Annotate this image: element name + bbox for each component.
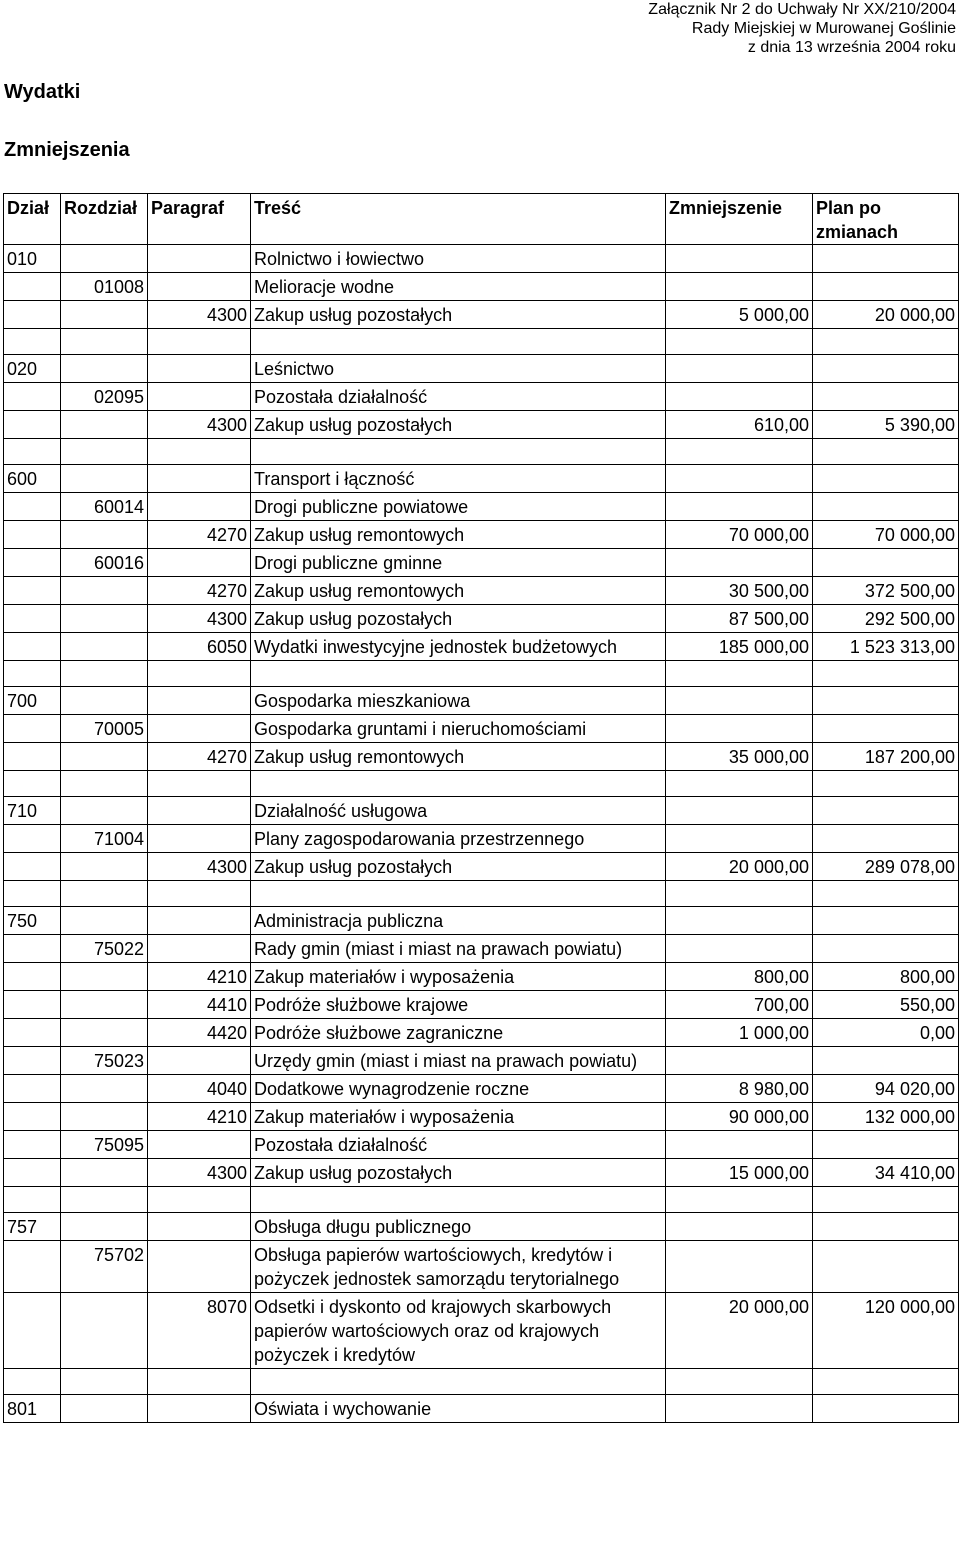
cell-zmniejszenie: 8 980,00 [666, 1075, 813, 1103]
cell-rozdzial [61, 577, 148, 605]
cell-dzial [4, 771, 61, 797]
cell-plan [813, 383, 959, 411]
cell-dzial [4, 1047, 61, 1075]
cell-zmniejszenie [666, 383, 813, 411]
cell-plan [813, 715, 959, 743]
table-row [4, 1241, 959, 1293]
cell-dzial [4, 935, 61, 963]
cell-dzial [4, 1293, 61, 1369]
section-subtitle: Zmniejszenia [4, 139, 130, 161]
cell-dzial [4, 1131, 61, 1159]
cell-zmniejszenie: 800,00 [666, 963, 813, 991]
cell-paragraf [148, 1395, 251, 1423]
cell-zmniejszenie: 20 000,00 [666, 853, 813, 881]
cell-rozdzial: 02095 [61, 383, 148, 411]
table-row [4, 549, 959, 577]
cell-dzial [4, 715, 61, 743]
cell-paragraf [148, 1369, 251, 1395]
expenditure-table [3, 193, 959, 1423]
cell-tresc: Podróże służbowe krajowe [251, 991, 666, 1019]
cell-zmniejszenie [666, 1213, 813, 1241]
cell-zmniejszenie [666, 1395, 813, 1423]
cell-dzial [4, 1241, 61, 1293]
column-header-paragraf: Paragraf [148, 194, 251, 245]
cell-tresc: Drogi publiczne powiatowe [251, 493, 666, 521]
attachment-note-line: z dnia 13 września 2004 roku [747, 39, 956, 56]
cell-zmniejszenie [666, 1241, 813, 1293]
cell-paragraf [148, 1241, 251, 1293]
cell-zmniejszenie: 700,00 [666, 991, 813, 1019]
cell-zmniejszenie [666, 771, 813, 797]
cell-rozdzial [61, 1187, 148, 1213]
cell-paragraf [148, 771, 251, 797]
table-row [4, 963, 959, 991]
column-header-plan: Plan po zmianach [813, 194, 959, 245]
cell-tresc: Zakup usług remontowych [251, 577, 666, 605]
cell-plan [813, 493, 959, 521]
cell-dzial [4, 1019, 61, 1047]
table-row [4, 633, 959, 661]
cell-zmniejszenie [666, 715, 813, 743]
column-header-tresc: Treść [251, 194, 666, 245]
cell-tresc: Leśnictwo [251, 355, 666, 383]
cell-rozdzial [61, 881, 148, 907]
cell-dzial [4, 853, 61, 881]
cell-zmniejszenie [666, 1187, 813, 1213]
cell-dzial: 600 [4, 465, 61, 493]
table-row [4, 1103, 959, 1131]
table-row [4, 1159, 959, 1187]
cell-dzial [4, 577, 61, 605]
cell-dzial [4, 1159, 61, 1187]
cell-plan [813, 245, 959, 273]
table-spacer-row [4, 329, 959, 355]
cell-paragraf [148, 493, 251, 521]
cell-paragraf: 4300 [148, 301, 251, 329]
table-row [4, 991, 959, 1019]
cell-zmniejszenie [666, 1131, 813, 1159]
cell-rozdzial [61, 743, 148, 771]
table-row [4, 853, 959, 881]
table-row [4, 797, 959, 825]
cell-tresc: Plany zagospodarowania przestrzennego [251, 825, 666, 853]
cell-zmniejszenie [666, 661, 813, 687]
cell-plan: 20 000,00 [813, 301, 959, 329]
cell-rozdzial [61, 963, 148, 991]
cell-zmniejszenie [666, 549, 813, 577]
cell-tresc [251, 1187, 666, 1213]
cell-paragraf: 4420 [148, 1019, 251, 1047]
table-row [4, 1019, 959, 1047]
cell-rozdzial [61, 1103, 148, 1131]
cell-tresc: Obsługa papierów wartościowych, kredytów i pożyczek jednostek samorządu terytorialnego [251, 1241, 666, 1293]
cell-dzial [4, 383, 61, 411]
table-row [4, 1213, 959, 1241]
table-row [4, 301, 959, 329]
cell-zmniejszenie [666, 273, 813, 301]
table-row [4, 1293, 959, 1369]
cell-rozdzial [61, 991, 148, 1019]
cell-zmniejszenie [666, 245, 813, 273]
cell-plan [813, 1047, 959, 1075]
cell-paragraf: 4410 [148, 991, 251, 1019]
cell-tresc: Odsetki i dyskonto od krajowych skarbowych papierów wartościowych oraz od krajowych pożyczek i kredytów [251, 1293, 666, 1369]
cell-rozdzial [61, 521, 148, 549]
cell-paragraf [148, 383, 251, 411]
cell-dzial: 010 [4, 245, 61, 273]
cell-paragraf [148, 1187, 251, 1213]
column-header-dzial: Dział [4, 194, 61, 245]
cell-zmniejszenie [666, 355, 813, 383]
cell-dzial [4, 301, 61, 329]
cell-tresc: Zakup usług pozostałych [251, 605, 666, 633]
cell-rozdzial [61, 853, 148, 881]
cell-zmniejszenie [666, 329, 813, 355]
cell-paragraf [148, 687, 251, 715]
cell-plan [813, 465, 959, 493]
cell-zmniejszenie [666, 1047, 813, 1075]
cell-plan: 289 078,00 [813, 853, 959, 881]
cell-tresc: Rady gmin (miast i miast na prawach powiatu) [251, 935, 666, 963]
cell-rozdzial [61, 439, 148, 465]
cell-rozdzial [61, 1395, 148, 1423]
cell-plan [813, 549, 959, 577]
cell-tresc: Pozostała działalność [251, 1131, 666, 1159]
cell-plan: 292 500,00 [813, 605, 959, 633]
cell-tresc: Zakup usług pozostałych [251, 1159, 666, 1187]
cell-zmniejszenie: 5 000,00 [666, 301, 813, 329]
cell-plan [813, 687, 959, 715]
cell-plan: 132 000,00 [813, 1103, 959, 1131]
cell-zmniejszenie [666, 935, 813, 963]
cell-zmniejszenie: 90 000,00 [666, 1103, 813, 1131]
cell-tresc: Oświata i wychowanie [251, 1395, 666, 1423]
cell-rozdzial [61, 329, 148, 355]
cell-paragraf: 4270 [148, 743, 251, 771]
cell-dzial [4, 963, 61, 991]
table-row [4, 935, 959, 963]
cell-dzial [4, 1369, 61, 1395]
table-row [4, 1047, 959, 1075]
cell-tresc: Melioracje wodne [251, 273, 666, 301]
table-row [4, 743, 959, 771]
cell-plan [813, 881, 959, 907]
cell-dzial [4, 1075, 61, 1103]
cell-tresc: Pozostała działalność [251, 383, 666, 411]
cell-plan [813, 1131, 959, 1159]
cell-tresc [251, 881, 666, 907]
cell-zmniejszenie: 30 500,00 [666, 577, 813, 605]
cell-paragraf [148, 1047, 251, 1075]
cell-rozdzial: 75022 [61, 935, 148, 963]
cell-plan [813, 907, 959, 935]
cell-tresc: Zakup materiałów i wyposażenia [251, 963, 666, 991]
cell-plan: 372 500,00 [813, 577, 959, 605]
cell-dzial: 757 [4, 1213, 61, 1241]
cell-tresc: Urzędy gmin (miast i miast na prawach powiatu) [251, 1047, 666, 1075]
cell-dzial [4, 1103, 61, 1131]
page-title: Wydatki [4, 81, 81, 103]
cell-rozdzial [61, 605, 148, 633]
cell-tresc: Podróże służbowe zagraniczne [251, 1019, 666, 1047]
table-row [4, 687, 959, 715]
cell-paragraf [148, 245, 251, 273]
cell-dzial: 801 [4, 1395, 61, 1423]
cell-rozdzial: 70005 [61, 715, 148, 743]
cell-plan: 120 000,00 [813, 1293, 959, 1369]
cell-dzial [4, 411, 61, 439]
cell-paragraf [148, 549, 251, 577]
cell-dzial [4, 743, 61, 771]
cell-paragraf: 6050 [148, 633, 251, 661]
cell-rozdzial [61, 797, 148, 825]
cell-dzial [4, 881, 61, 907]
cell-rozdzial [61, 245, 148, 273]
table-spacer-row [4, 771, 959, 797]
cell-zmniejszenie [666, 825, 813, 853]
cell-tresc [251, 439, 666, 465]
cell-zmniejszenie [666, 493, 813, 521]
cell-paragraf [148, 661, 251, 687]
table-row [4, 273, 959, 301]
attachment-note [648, 0, 956, 57]
cell-paragraf [148, 825, 251, 853]
cell-paragraf [148, 715, 251, 743]
cell-tresc: Zakup usług pozostałych [251, 411, 666, 439]
table-row [4, 1075, 959, 1103]
cell-tresc: Gospodarka gruntami i nieruchomościami [251, 715, 666, 743]
cell-plan: 34 410,00 [813, 1159, 959, 1187]
cell-paragraf: 4270 [148, 521, 251, 549]
cell-plan [813, 439, 959, 465]
cell-paragraf [148, 935, 251, 963]
cell-tresc: Zakup usług pozostałych [251, 301, 666, 329]
cell-tresc: Działalność usługowa [251, 797, 666, 825]
table-row [4, 355, 959, 383]
cell-rozdzial [61, 907, 148, 935]
cell-rozdzial: 75702 [61, 1241, 148, 1293]
cell-plan: 800,00 [813, 963, 959, 991]
cell-plan [813, 771, 959, 797]
cell-paragraf [148, 881, 251, 907]
table-row [4, 383, 959, 411]
cell-tresc [251, 771, 666, 797]
cell-paragraf [148, 439, 251, 465]
cell-rozdzial [61, 661, 148, 687]
column-header-rozdzial: Rozdział [61, 194, 148, 245]
cell-plan: 0,00 [813, 1019, 959, 1047]
cell-plan: 1 523 313,00 [813, 633, 959, 661]
cell-plan: 550,00 [813, 991, 959, 1019]
cell-zmniejszenie [666, 907, 813, 935]
cell-zmniejszenie: 610,00 [666, 411, 813, 439]
cell-rozdzial [61, 355, 148, 383]
cell-paragraf [148, 797, 251, 825]
cell-plan [813, 661, 959, 687]
cell-rozdzial [61, 301, 148, 329]
cell-tresc: Administracja publiczna [251, 907, 666, 935]
cell-zmniejszenie: 1 000,00 [666, 1019, 813, 1047]
table-row [4, 907, 959, 935]
cell-zmniejszenie: 35 000,00 [666, 743, 813, 771]
cell-dzial [4, 549, 61, 577]
cell-tresc [251, 329, 666, 355]
cell-plan: 94 020,00 [813, 1075, 959, 1103]
table-row [4, 245, 959, 273]
cell-plan [813, 1395, 959, 1423]
cell-tresc: Wydatki inwestycyjne jednostek budżetowych [251, 633, 666, 661]
cell-paragraf: 4300 [148, 1159, 251, 1187]
cell-dzial [4, 825, 61, 853]
cell-tresc: Obsługa długu publicznego [251, 1213, 666, 1241]
table-row [4, 605, 959, 633]
cell-dzial [4, 661, 61, 687]
cell-paragraf: 4040 [148, 1075, 251, 1103]
cell-plan [813, 273, 959, 301]
table-row [4, 465, 959, 493]
table-spacer-row [4, 1369, 959, 1395]
cell-dzial [4, 493, 61, 521]
cell-dzial [4, 991, 61, 1019]
cell-rozdzial [61, 1159, 148, 1187]
cell-zmniejszenie: 185 000,00 [666, 633, 813, 661]
cell-tresc: Zakup usług remontowych [251, 743, 666, 771]
cell-dzial: 710 [4, 797, 61, 825]
cell-rozdzial: 60014 [61, 493, 148, 521]
cell-plan [813, 1187, 959, 1213]
cell-zmniejszenie: 70 000,00 [666, 521, 813, 549]
cell-rozdzial: 60016 [61, 549, 148, 577]
cell-dzial [4, 439, 61, 465]
table-header-row [4, 194, 959, 245]
cell-tresc [251, 1369, 666, 1395]
cell-paragraf [148, 273, 251, 301]
cell-dzial [4, 1187, 61, 1213]
cell-paragraf [148, 907, 251, 935]
cell-plan [813, 329, 959, 355]
cell-paragraf: 4300 [148, 411, 251, 439]
cell-paragraf: 4300 [148, 853, 251, 881]
cell-rozdzial [61, 771, 148, 797]
cell-paragraf: 8070 [148, 1293, 251, 1369]
cell-rozdzial [61, 465, 148, 493]
cell-dzial: 700 [4, 687, 61, 715]
cell-plan: 70 000,00 [813, 521, 959, 549]
table-body [4, 245, 959, 1423]
table-row [4, 825, 959, 853]
cell-paragraf: 4300 [148, 605, 251, 633]
cell-dzial: 750 [4, 907, 61, 935]
cell-zmniejszenie [666, 1369, 813, 1395]
cell-plan [813, 797, 959, 825]
cell-zmniejszenie [666, 881, 813, 907]
cell-paragraf: 4270 [148, 577, 251, 605]
cell-rozdzial [61, 411, 148, 439]
cell-rozdzial [61, 633, 148, 661]
cell-plan [813, 935, 959, 963]
cell-rozdzial: 01008 [61, 273, 148, 301]
cell-plan: 187 200,00 [813, 743, 959, 771]
cell-dzial: 020 [4, 355, 61, 383]
cell-plan [813, 1241, 959, 1293]
cell-tresc: Rolnictwo i łowiectwo [251, 245, 666, 273]
cell-dzial [4, 273, 61, 301]
table-row [4, 493, 959, 521]
cell-rozdzial [61, 1075, 148, 1103]
cell-paragraf: 4210 [148, 1103, 251, 1131]
cell-tresc: Zakup materiałów i wyposażenia [251, 1103, 666, 1131]
cell-plan [813, 1213, 959, 1241]
cell-dzial [4, 605, 61, 633]
cell-paragraf [148, 355, 251, 383]
table-row [4, 577, 959, 605]
cell-zmniejszenie: 20 000,00 [666, 1293, 813, 1369]
cell-tresc: Dodatkowe wynagrodzenie roczne [251, 1075, 666, 1103]
cell-zmniejszenie [666, 797, 813, 825]
cell-rozdzial: 71004 [61, 825, 148, 853]
cell-dzial [4, 633, 61, 661]
cell-rozdzial [61, 687, 148, 715]
cell-dzial [4, 329, 61, 355]
cell-plan [813, 355, 959, 383]
table-row [4, 411, 959, 439]
cell-plan: 5 390,00 [813, 411, 959, 439]
cell-rozdzial [61, 1369, 148, 1395]
cell-plan [813, 1369, 959, 1395]
cell-tresc: Gospodarka mieszkaniowa [251, 687, 666, 715]
column-header-zmniejszenie: Zmniejszenie [666, 194, 813, 245]
cell-rozdzial [61, 1019, 148, 1047]
cell-paragraf [148, 329, 251, 355]
table-spacer-row [4, 661, 959, 687]
table-spacer-row [4, 439, 959, 465]
cell-dzial [4, 521, 61, 549]
cell-paragraf [148, 1131, 251, 1159]
table-row [4, 521, 959, 549]
table-row [4, 1131, 959, 1159]
cell-paragraf [148, 1213, 251, 1241]
cell-tresc: Drogi publiczne gminne [251, 549, 666, 577]
cell-zmniejszenie [666, 439, 813, 465]
cell-rozdzial: 75023 [61, 1047, 148, 1075]
cell-rozdzial: 75095 [61, 1131, 148, 1159]
table-spacer-row [4, 1187, 959, 1213]
attachment-note-line: Załącznik Nr 2 do Uchwały Nr XX/210/2004 [648, 1, 956, 18]
cell-tresc: Transport i łączność [251, 465, 666, 493]
cell-rozdzial [61, 1293, 148, 1369]
cell-plan [813, 825, 959, 853]
cell-zmniejszenie [666, 465, 813, 493]
cell-zmniejszenie: 15 000,00 [666, 1159, 813, 1187]
cell-tresc: Zakup usług pozostałych [251, 853, 666, 881]
cell-rozdzial [61, 1213, 148, 1241]
cell-tresc [251, 661, 666, 687]
cell-tresc: Zakup usług remontowych [251, 521, 666, 549]
table-row [4, 1395, 959, 1423]
cell-paragraf: 4210 [148, 963, 251, 991]
table-spacer-row [4, 881, 959, 907]
table-row [4, 715, 959, 743]
cell-zmniejszenie [666, 687, 813, 715]
attachment-note-line: Rady Miejskiej w Murowanej Goślinie [691, 20, 956, 37]
cell-zmniejszenie: 87 500,00 [666, 605, 813, 633]
cell-paragraf [148, 465, 251, 493]
